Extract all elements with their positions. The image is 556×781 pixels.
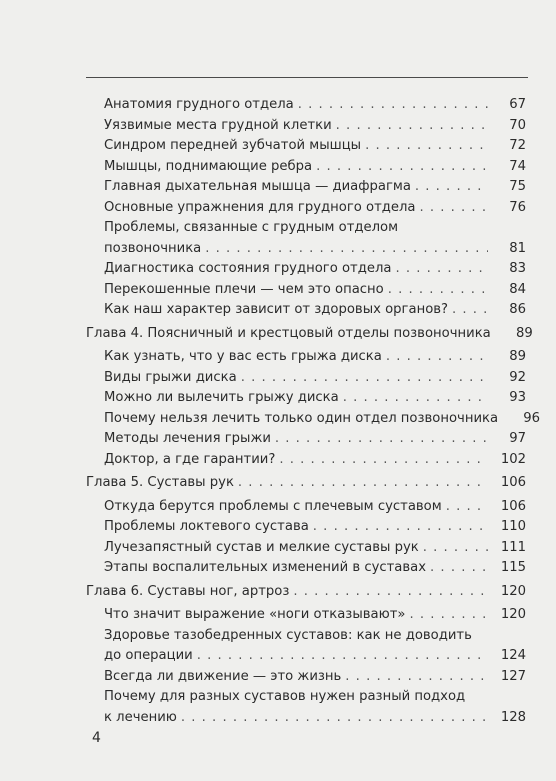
toc-page-number: 96 (523, 410, 541, 426)
toc-page-number: 124 (500, 648, 526, 663)
toc-section-entry (0, 157, 556, 178)
toc-entry-title: Методы лечения грыжи (104, 431, 271, 446)
toc-page-number: 106 (500, 498, 526, 514)
dot-leader (336, 116, 488, 137)
toc-page-number: 83 (509, 261, 526, 276)
toc-section-entry (0, 368, 556, 389)
toc-entry-title-line: Проблемы, связанные с грудным отделом (104, 220, 399, 235)
dot-leader (279, 450, 488, 471)
toc-page-number: 86 (509, 302, 526, 317)
dot-leader (395, 259, 488, 280)
dot-leader (345, 667, 488, 688)
toc-page-number: 75 (509, 179, 526, 194)
toc-section-entry (0, 388, 556, 409)
dot-leader (420, 198, 488, 219)
toc-entry-title: Анатомия грудного отдела (104, 97, 294, 112)
toc-page-number: 106 (500, 475, 526, 490)
toc-entry-title: Глава 6. Суставы ног, артроз (86, 583, 290, 599)
toc-entry-title-line: Здоровье тазобедренных суставов: как не доводить (104, 627, 472, 643)
toc-page-number: 120 (500, 607, 526, 622)
table-of-contents (0, 95, 556, 728)
toc-section-entry (0, 116, 556, 137)
toc-entry-title: Этапы воспалительных изменений в суставах (104, 560, 427, 575)
toc-chapter-entry (0, 473, 556, 494)
dot-leader (241, 368, 488, 389)
toc-section-entry (0, 177, 556, 198)
toc-section-entry (0, 218, 556, 259)
toc-entry-title: Диагностика состояния грудного отдела (104, 261, 392, 276)
page-number: 4 (92, 730, 101, 746)
toc-entry-title: Как наш характер зависит от здоровых органов? (104, 302, 449, 317)
toc-page-number: 97 (509, 431, 526, 446)
toc-section-entry (0, 626, 556, 667)
toc-page-number: 89 (509, 349, 526, 364)
header-rule (86, 77, 528, 78)
dot-leader (275, 429, 488, 450)
toc-section-entry (0, 687, 556, 728)
toc-chapter-entry (0, 324, 556, 345)
toc-page-number: 93 (509, 390, 526, 405)
toc-page-number: 74 (509, 158, 526, 174)
toc-section-entry (0, 517, 556, 538)
toc-entry-title: Проблемы локтевого сустава (104, 519, 309, 534)
toc-entry-title: Лучезапястный сустав и мелкие суставы рук (104, 539, 419, 555)
toc-entry-title: Главная дыхательная мышца — диафрагма (104, 179, 411, 194)
toc-section-entry (0, 95, 556, 116)
dot-leader (343, 388, 488, 409)
toc-entry-title: Можно ли вылечить грыжу диска (104, 390, 339, 405)
toc-page-number: 127 (500, 668, 526, 684)
toc-page-number: 92 (509, 369, 526, 385)
dot-leader (409, 605, 488, 626)
toc-page-number: 128 (500, 709, 526, 725)
toc-entry-title: Мышцы, поднимающие ребра (104, 158, 313, 174)
toc-entry-title: Основные упражнения для грудного отдела (104, 199, 416, 215)
dot-leader (298, 95, 488, 116)
dot-leader (238, 473, 488, 494)
toc-page-number: 111 (500, 539, 526, 555)
toc-section-entry (0, 347, 556, 368)
toc-section-entry (0, 136, 556, 157)
dot-leader (430, 558, 488, 579)
toc-entry-title: Уязвимые места грудной клетки (104, 117, 332, 133)
toc-page-number: 102 (500, 451, 526, 467)
toc-entry-title: Всегда ли движение — это жизнь (104, 668, 342, 684)
dot-leader (452, 300, 488, 321)
toc-section-entry (0, 429, 556, 450)
toc-section-entry (0, 300, 556, 321)
toc-section-entry (0, 450, 556, 471)
toc-page-number: 120 (500, 583, 526, 599)
dot-leader (197, 646, 488, 667)
toc-page-number: 67 (509, 97, 526, 112)
dot-leader (386, 347, 488, 368)
toc-section-entry (0, 667, 556, 688)
toc-entry-title: Виды грыжи диска (104, 369, 237, 385)
dot-leader (365, 136, 488, 157)
dot-leader (181, 708, 488, 729)
dot-leader (446, 497, 488, 518)
toc-section-entry (0, 558, 556, 579)
toc-page-number: 70 (509, 117, 526, 133)
toc-entry-title: Синдром передней зубчатой мышцы (104, 138, 362, 153)
toc-section-entry (0, 259, 556, 280)
toc-entry-title: Перекошенные плечи — чем это опасно (104, 281, 384, 297)
toc-section-entry (0, 409, 556, 430)
toc-section-entry (0, 538, 556, 559)
toc-entry-title: Доктор, а где гарантии? (104, 451, 276, 467)
toc-entry-title: позвоночника (104, 240, 202, 256)
toc-entry-title: Откуда берутся проблемы с плечевым суставом (104, 498, 442, 514)
toc-page-number: 110 (500, 519, 526, 534)
dot-leader (415, 177, 488, 198)
toc-section-entry (0, 605, 556, 626)
toc-chapter-entry (0, 582, 556, 603)
toc-entry-title: до операции (104, 648, 193, 663)
toc-page-number: 115 (500, 560, 526, 575)
toc-page-number: 84 (509, 281, 526, 297)
dot-leader (388, 280, 488, 301)
toc-entry-title: Как узнать, что у вас есть грыжа диска (104, 349, 382, 364)
toc-page-number: 72 (509, 138, 526, 153)
toc-entry-title: к лечению (104, 709, 177, 725)
toc-entry-title: Что значит выражение «ноги отказывают» (104, 607, 406, 622)
dot-leader (293, 582, 488, 603)
dot-leader (423, 538, 488, 559)
dot-leader (313, 517, 488, 538)
toc-section-entry (0, 198, 556, 219)
toc-entry-title: Почему нельзя лечить только один отдел позвоночника (104, 410, 499, 426)
toc-page-number: 81 (509, 240, 526, 256)
toc-entry-title-line: Почему для разных суставов нужен разный подход (104, 689, 466, 704)
toc-section-entry (0, 280, 556, 301)
toc-page-number: 89 (515, 325, 533, 341)
toc-entry-title: Глава 4. Поясничный и крестцовый отделы позвоночника (86, 325, 491, 341)
toc-section-entry (0, 497, 556, 518)
toc-page-number: 76 (509, 199, 526, 215)
dot-leader (205, 239, 488, 260)
toc-entry-title: Глава 5. Суставы рук (86, 475, 234, 490)
dot-leader (316, 157, 488, 178)
